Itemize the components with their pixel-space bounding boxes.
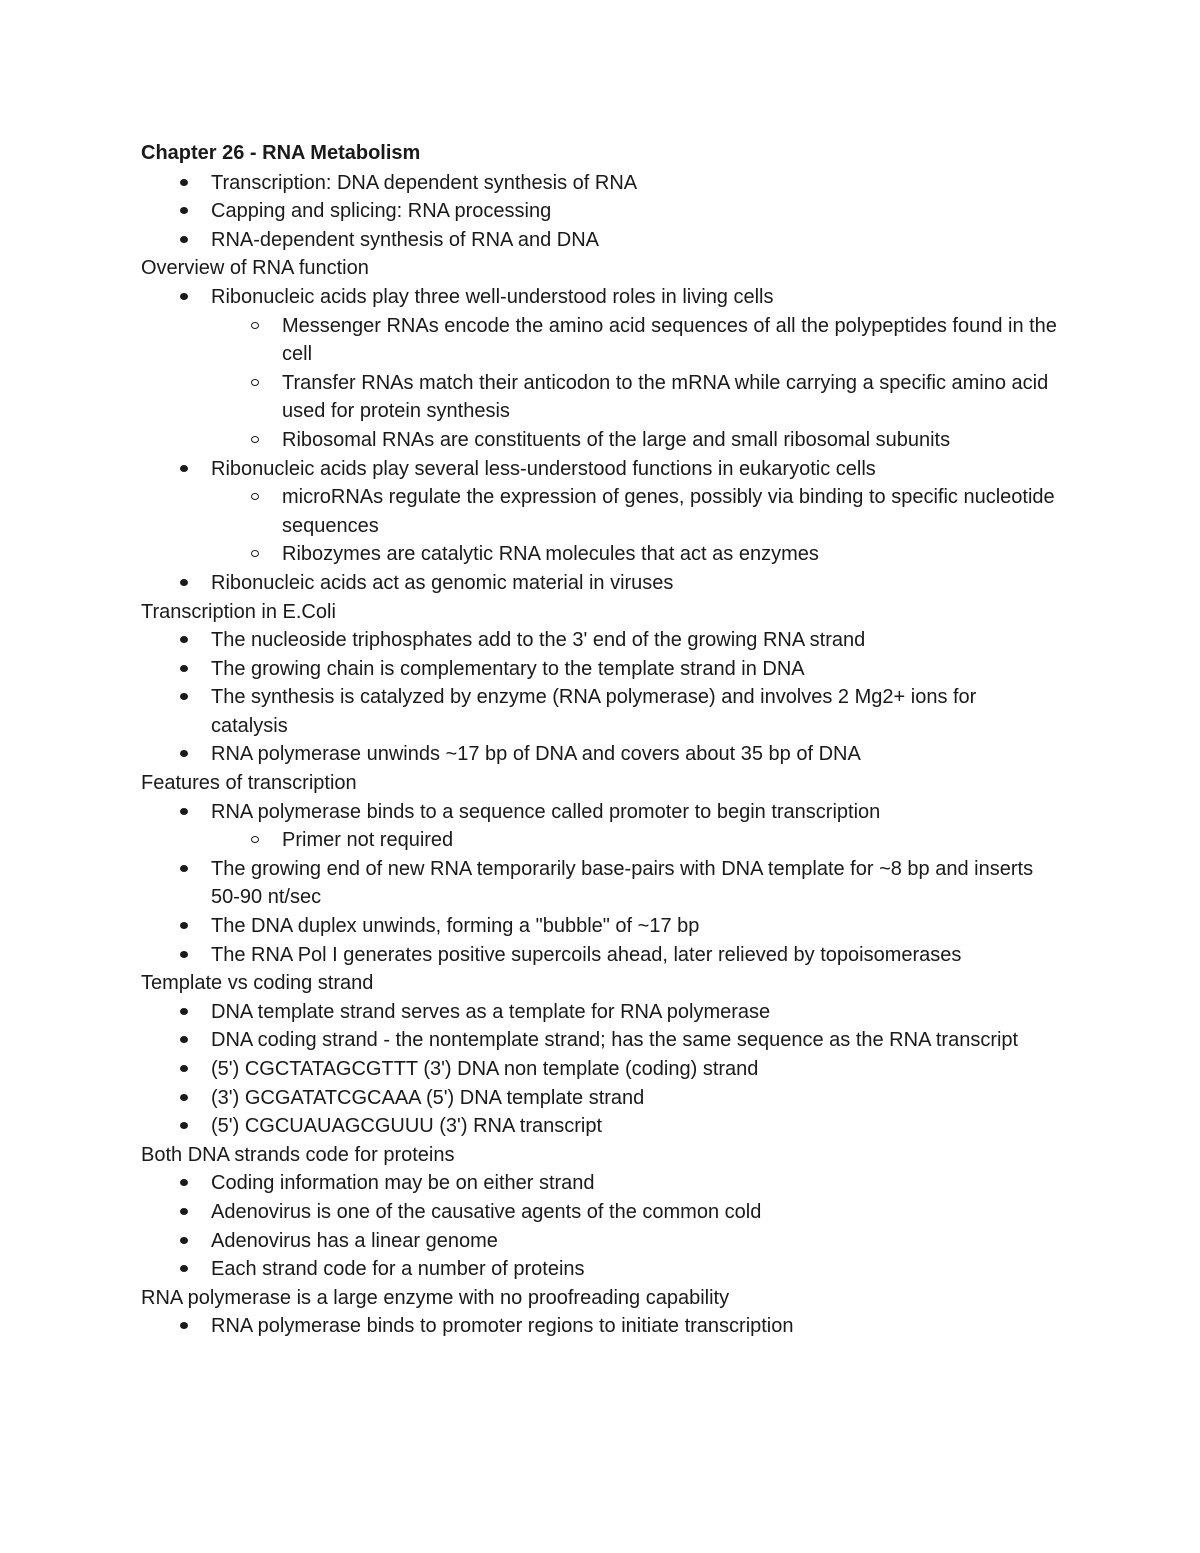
bullet-item [141, 197, 1081, 226]
bullet-text: RNA polymerase unwinds ~17 bp of DNA and covers about 35 bp of DNA [211, 743, 861, 766]
bullet-text: RNA polymerase binds to a sequence called promoter to begin transcription [211, 800, 881, 823]
bullet-text: Ribozymes are catalytic RNA molecules that act as enzymes [282, 543, 819, 566]
bullet-item [141, 169, 1081, 198]
filled-bullet-icon [180, 693, 188, 700]
bullet-text: DNA template strand serves as a template for RNA polymerase [211, 1000, 771, 1023]
bullet-item [141, 740, 1081, 769]
section-heading: RNA polymerase is a large enzyme with no proofreading capability [141, 1286, 730, 1309]
sub-bullet-item [141, 426, 1081, 455]
bullet-item [141, 226, 1081, 255]
bullet-item [141, 998, 1081, 1027]
bullet-text: Ribosomal RNAs are constituents of the large and small ribosomal subunits [282, 428, 951, 451]
bullet-item [141, 1169, 1081, 1198]
hollow-bullet-icon [251, 322, 259, 329]
filled-bullet-icon [180, 1094, 188, 1101]
bullet-text: Adenovirus is one of the causative agents of the common cold [211, 1200, 762, 1223]
bullet-text: Messenger RNAs encode the amino acid sequences of all the polypeptides found in the cell [282, 314, 1057, 366]
bullet-item [141, 569, 1081, 598]
bullet-text: (5') CGCTATAGCGTTT (3') DNA non template (coding) strand [211, 1058, 759, 1080]
filled-bullet-icon [180, 665, 188, 672]
bullet-item [141, 912, 1081, 941]
filled-bullet-icon [180, 293, 188, 300]
filled-bullet-icon [180, 922, 188, 929]
bullet-item [141, 283, 1081, 312]
bullet-text: The nucleoside triphosphates add to the 3' end of the growing RNA strand [211, 629, 866, 652]
sub-bullet-item [141, 483, 1081, 540]
bullet-item [141, 1026, 1081, 1055]
hollow-bullet-icon [251, 836, 259, 843]
bullet-text: The growing chain is complementary to the template strand in DNA [211, 657, 805, 680]
bullet-text: Primer not required [282, 829, 454, 852]
bullet-text: Each strand code for a number of proteins [211, 1258, 585, 1281]
bullet-text: Capping and splicing: RNA processing [211, 200, 552, 223]
bullet-text: The synthesis is catalyzed by enzyme (RNA polymerase) and involves 2 Mg2+ ions for catalysis [211, 686, 977, 737]
bullet-text: microRNAs regulate the expression of genes, possibly via binding to specific nucleotide sequences [282, 486, 1055, 537]
bullet-item [141, 1227, 1081, 1256]
section-heading: Template vs coding strand [141, 972, 374, 995]
filled-bullet-icon [180, 579, 188, 586]
filled-bullet-icon [180, 1208, 188, 1215]
bullet-text: (3') GCGATATCGCAAA (5') DNA template strand [211, 1086, 645, 1109]
bullet-item [141, 855, 1081, 912]
filled-bullet-icon [180, 1065, 188, 1072]
filled-bullet-icon [180, 1322, 188, 1329]
bullet-text: The growing end of new RNA temporarily base-pairs with DNA template for ~8 bp and inserts 50-90 nt/sec [211, 857, 1034, 909]
filled-bullet-icon [180, 951, 188, 958]
filled-bullet-icon [180, 750, 188, 757]
hollow-bullet-icon [251, 550, 259, 557]
bullet-item [141, 1198, 1081, 1227]
bullet-item [141, 655, 1081, 684]
filled-bullet-icon [180, 1265, 188, 1272]
filled-bullet-icon [180, 1179, 188, 1186]
bullet-text: Adenovirus has a linear genome [211, 1229, 498, 1252]
hollow-bullet-icon [251, 493, 259, 500]
bullet-text: Ribonucleic acids play several less-understood functions in eukaryotic cells [211, 457, 876, 480]
bullet-text: RNA polymerase binds to promoter regions to initiate transcription [211, 1315, 794, 1338]
bullet-text: Coding information may be on either strand [211, 1172, 595, 1195]
filled-bullet-icon [180, 1237, 188, 1244]
section-heading: Transcription in E.Coli [141, 600, 336, 623]
bullet-item [141, 626, 1081, 655]
filled-bullet-icon [180, 1036, 188, 1043]
bullet-text: The DNA duplex unwinds, forming a "bubble" of ~17 bp [211, 915, 700, 938]
bullet-item [141, 455, 1081, 484]
document-page [141, 139, 1081, 1341]
sub-bullet-item [141, 540, 1081, 569]
filled-bullet-icon [180, 179, 188, 186]
hollow-bullet-icon [251, 379, 259, 386]
bullet-text: (5') CGCUAUAGCGUUU (3') RNA transcript [211, 1115, 603, 1138]
section-heading: Both DNA strands code for proteins [141, 1143, 455, 1166]
bullet-text: Ribonucleic acids act as genomic material in viruses [211, 571, 674, 594]
filled-bullet-icon [180, 465, 188, 472]
bullet-item [141, 941, 1081, 970]
bullet-item [141, 1084, 1081, 1113]
bullet-item [141, 1312, 1081, 1341]
filled-bullet-icon [180, 636, 188, 643]
bullet-item [141, 798, 1081, 827]
bullet-item [141, 683, 1081, 740]
bullet-text: Transcription: DNA dependent synthesis of RNA [211, 171, 638, 194]
bullet-item [141, 1112, 1081, 1141]
bullet-text: Transfer RNAs match their anticodon to the mRNA while carrying a specific amino acid used for protein synthesis [282, 371, 1049, 423]
filled-bullet-icon [180, 207, 188, 214]
filled-bullet-icon [180, 808, 188, 815]
hollow-bullet-icon [251, 436, 259, 443]
section-heading: Overview of RNA function [141, 257, 369, 280]
bullet-text: DNA coding strand - the nontemplate strand; has the same sequence as the RNA transcript [211, 1029, 1019, 1052]
filled-bullet-icon [180, 1008, 188, 1015]
section-heading: Features of transcription [141, 772, 357, 795]
bullet-item [141, 1255, 1081, 1284]
sub-bullet-item [141, 312, 1081, 369]
filled-bullet-icon [180, 865, 188, 872]
filled-bullet-icon [180, 1122, 188, 1129]
sub-bullet-item [141, 369, 1081, 426]
filled-bullet-icon [180, 236, 188, 243]
bullet-text: The RNA Pol I generates positive supercoils ahead, later relieved by topoisomerases [211, 943, 962, 966]
page-title: Chapter 26 - RNA Metabolism [141, 142, 421, 164]
notes-list [141, 169, 1081, 1341]
sub-bullet-item [141, 826, 1081, 855]
bullet-item [141, 1055, 1081, 1084]
bullet-text: Ribonucleic acids play three well-understood roles in living cells [211, 285, 774, 308]
bullet-text: RNA-dependent synthesis of RNA and DNA [211, 228, 599, 251]
